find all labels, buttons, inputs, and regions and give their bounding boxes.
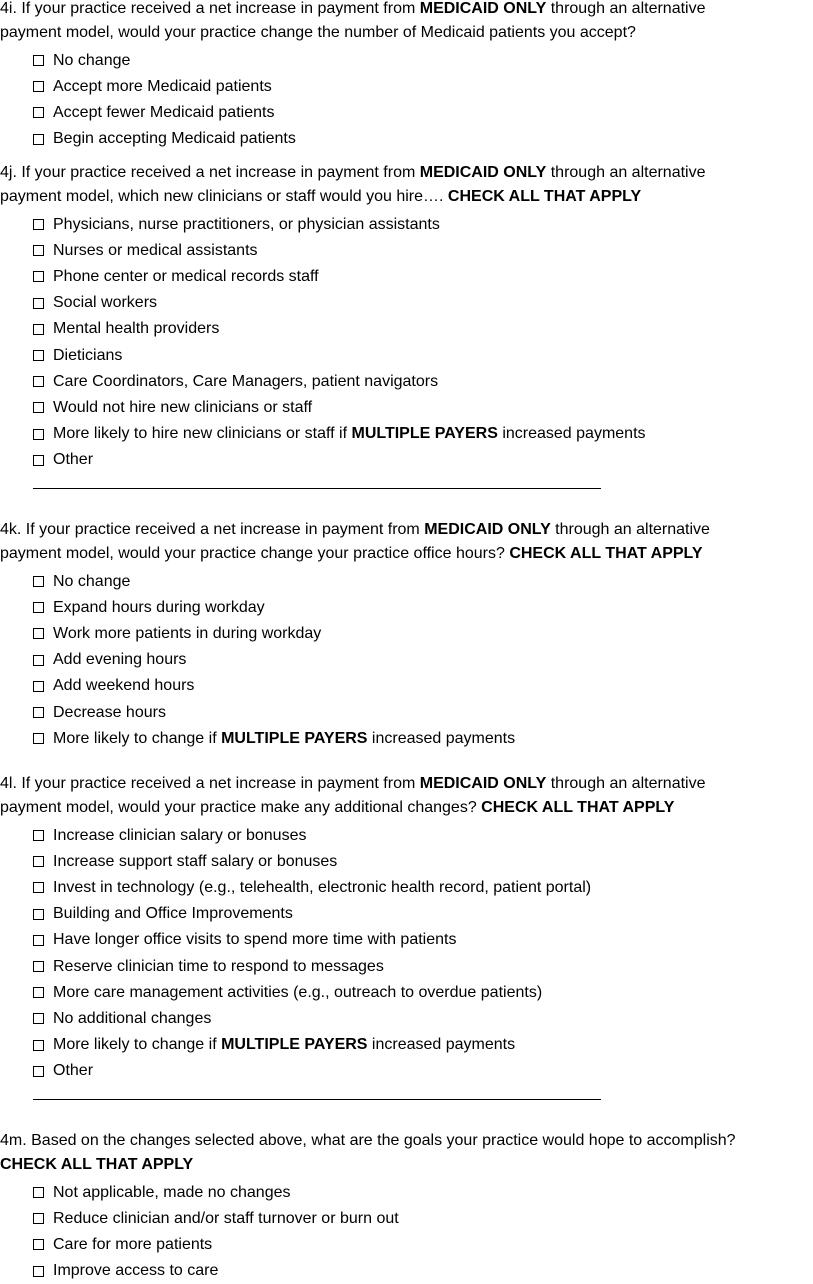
option-label bbox=[53, 827, 306, 845]
question-text-line bbox=[0, 185, 813, 209]
text-run: More likely to change if bbox=[53, 730, 221, 747]
checkbox-icon[interactable] bbox=[33, 961, 44, 972]
question-text-line bbox=[0, 1153, 813, 1177]
checkbox-option[interactable] bbox=[33, 100, 813, 126]
checkbox-icon[interactable] bbox=[33, 909, 44, 920]
text-run: Not applicable, made no changes bbox=[53, 1184, 291, 1201]
text-run: 4j. If your practice received a net increase in payment from bbox=[0, 164, 420, 181]
text-run: Mental health providers bbox=[53, 320, 219, 337]
text-run: through an alternative bbox=[551, 521, 710, 538]
checkbox-option[interactable] bbox=[33, 927, 813, 953]
checkbox-icon[interactable] bbox=[33, 602, 44, 613]
checkbox-option[interactable] bbox=[33, 953, 813, 979]
option-label bbox=[53, 78, 272, 96]
text-run: Reduce clinician and/or staff turnover or burn out bbox=[53, 1210, 399, 1227]
text-run: Have longer office visits to spend more time with patients bbox=[53, 931, 456, 948]
text-run: No additional changes bbox=[53, 1010, 211, 1027]
option-label bbox=[53, 599, 265, 617]
checkbox-option[interactable] bbox=[33, 980, 813, 1006]
checkbox-option[interactable] bbox=[33, 342, 813, 368]
checkbox-icon[interactable] bbox=[33, 245, 44, 256]
text-run: increased payments bbox=[367, 1036, 515, 1053]
checkbox-option[interactable] bbox=[33, 290, 813, 316]
checkbox-option[interactable] bbox=[33, 126, 813, 152]
text-run: Other bbox=[53, 1062, 93, 1079]
emphasis-text: CHECK ALL THAT APPLY bbox=[448, 188, 641, 205]
checkbox-icon[interactable] bbox=[33, 707, 44, 718]
checkbox-option[interactable] bbox=[33, 212, 813, 238]
option-label bbox=[53, 984, 542, 1002]
text-run: Expand hours during workday bbox=[53, 599, 265, 616]
checkbox-icon[interactable] bbox=[33, 882, 44, 893]
text-run: Invest in technology (e.g., telehealth, electronic health record, patient portal) bbox=[53, 879, 591, 896]
checkbox-icon[interactable] bbox=[33, 935, 44, 946]
checkbox-option[interactable] bbox=[33, 1180, 813, 1206]
checkbox-icon[interactable] bbox=[33, 628, 44, 639]
text-run: 4i. If your practice received a net increase in payment from bbox=[0, 0, 420, 17]
text-run: More likely to change if bbox=[53, 1036, 221, 1053]
text-run: Phone center or medical records staff bbox=[53, 268, 319, 285]
checkbox-icon[interactable] bbox=[33, 1239, 44, 1250]
option-label bbox=[53, 399, 312, 417]
checkbox-option[interactable] bbox=[33, 1006, 813, 1032]
other-write-in-line[interactable] bbox=[33, 1099, 601, 1100]
option-label bbox=[53, 52, 130, 70]
checkbox-icon[interactable] bbox=[33, 271, 44, 282]
option-label bbox=[53, 451, 93, 469]
checkbox-icon[interactable] bbox=[33, 219, 44, 230]
emphasis-text: MULTIPLE PAYERS bbox=[221, 1036, 367, 1053]
option-list bbox=[33, 48, 813, 153]
emphasis-text: MEDICAID ONLY bbox=[424, 521, 551, 538]
question-text-line bbox=[0, 0, 813, 21]
text-run: payment model, which new clinicians or staff would you hire…. bbox=[0, 188, 448, 205]
text-run: Dieticians bbox=[53, 347, 122, 364]
option-label bbox=[53, 347, 122, 365]
text-run: increased payments bbox=[367, 730, 515, 747]
option-label bbox=[53, 1062, 93, 1080]
checkbox-icon[interactable] bbox=[33, 324, 44, 335]
emphasis-text: MULTIPLE PAYERS bbox=[221, 730, 367, 747]
checkbox-icon[interactable] bbox=[33, 576, 44, 587]
checkbox-icon[interactable] bbox=[33, 1213, 44, 1224]
checkbox-icon[interactable] bbox=[33, 134, 44, 145]
text-run: No change bbox=[53, 573, 130, 590]
checkbox-option[interactable] bbox=[33, 1058, 813, 1084]
text-run: 4k. If your practice received a net increase in payment from bbox=[0, 521, 424, 538]
text-run: 4l. If your practice received a net increase in payment from bbox=[0, 775, 420, 792]
option-label bbox=[53, 1210, 399, 1228]
option-label bbox=[53, 294, 157, 312]
text-run: Care for more patients bbox=[53, 1236, 212, 1253]
checkbox-option[interactable] bbox=[33, 849, 813, 875]
text-run: Increase clinician salary or bonuses bbox=[53, 827, 306, 844]
option-label bbox=[53, 1184, 291, 1202]
text-run: Improve access to care bbox=[53, 1262, 218, 1279]
checkbox-option[interactable] bbox=[33, 316, 813, 342]
text-run: Building and Office Improvements bbox=[53, 905, 293, 922]
checkbox-option[interactable] bbox=[33, 1258, 813, 1284]
checkbox-option[interactable] bbox=[33, 369, 813, 395]
text-run: More care management activities (e.g., outreach to overdue patients) bbox=[53, 984, 542, 1001]
checkbox-option[interactable] bbox=[33, 673, 813, 699]
text-run: payment model, would your practice make any additional changes? bbox=[0, 799, 481, 816]
option-label bbox=[53, 1236, 212, 1254]
text-run: increased payments bbox=[498, 425, 646, 442]
other-write-in-line[interactable] bbox=[33, 488, 601, 489]
option-list bbox=[33, 569, 813, 752]
checkbox-option[interactable] bbox=[33, 1206, 813, 1232]
option-list bbox=[33, 1180, 813, 1284]
checkbox-icon[interactable] bbox=[33, 429, 44, 440]
checkbox-option[interactable] bbox=[33, 395, 813, 421]
option-label bbox=[53, 730, 515, 748]
option-label bbox=[53, 704, 166, 722]
checkbox-option[interactable] bbox=[33, 447, 813, 473]
checkbox-option[interactable] bbox=[33, 421, 813, 447]
emphasis-text: MULTIPLE PAYERS bbox=[351, 425, 497, 442]
question-text-line bbox=[0, 772, 813, 796]
checkbox-icon[interactable] bbox=[33, 81, 44, 92]
option-label bbox=[53, 931, 456, 949]
checkbox-option[interactable] bbox=[33, 595, 813, 621]
question-text-line bbox=[0, 21, 813, 45]
option-label bbox=[53, 677, 194, 695]
option-label bbox=[53, 853, 337, 871]
text-run: Accept more Medicaid patients bbox=[53, 78, 272, 95]
option-label bbox=[53, 130, 296, 148]
emphasis-text: MEDICAID ONLY bbox=[420, 0, 547, 17]
text-run: Would not hire new clinicians or staff bbox=[53, 399, 312, 416]
text-run: through an alternative bbox=[546, 164, 705, 181]
text-run: payment model, would your practice change the number of Medicaid patients you accept? bbox=[0, 24, 636, 41]
emphasis-text: CHECK ALL THAT APPLY bbox=[0, 1156, 193, 1173]
text-run: Accept fewer Medicaid patients bbox=[53, 104, 274, 121]
checkbox-icon[interactable] bbox=[33, 1040, 44, 1051]
checkbox-option[interactable] bbox=[33, 647, 813, 673]
emphasis-text: CHECK ALL THAT APPLY bbox=[509, 545, 702, 562]
question-4j bbox=[0, 161, 813, 489]
option-label bbox=[53, 104, 274, 122]
checkbox-icon[interactable] bbox=[33, 681, 44, 692]
checkbox-option[interactable] bbox=[33, 74, 813, 100]
option-label bbox=[53, 625, 321, 643]
text-run: Other bbox=[53, 451, 93, 468]
checkbox-icon[interactable] bbox=[33, 107, 44, 118]
option-label bbox=[53, 373, 438, 391]
question-text-line bbox=[0, 542, 813, 566]
question-4k bbox=[0, 518, 813, 752]
option-list bbox=[33, 212, 813, 474]
text-run: Nurses or medical assistants bbox=[53, 242, 258, 259]
emphasis-text: MEDICAID ONLY bbox=[420, 775, 547, 792]
option-label bbox=[53, 320, 219, 338]
checkbox-option[interactable] bbox=[33, 1032, 813, 1058]
text-run: More likely to hire new clinicians or staff if bbox=[53, 425, 351, 442]
option-label bbox=[53, 1010, 211, 1028]
checkbox-option[interactable] bbox=[33, 48, 813, 74]
question-4i bbox=[0, 0, 813, 152]
option-label bbox=[53, 879, 591, 897]
text-run: No change bbox=[53, 52, 130, 69]
checkbox-icon[interactable] bbox=[33, 402, 44, 413]
emphasis-text: CHECK ALL THAT APPLY bbox=[481, 799, 674, 816]
question-4l bbox=[0, 772, 813, 1100]
checkbox-icon[interactable] bbox=[33, 350, 44, 361]
question-text-line bbox=[0, 518, 813, 542]
question-text-line bbox=[0, 796, 813, 820]
checkbox-icon[interactable] bbox=[33, 298, 44, 309]
text-run: Reserve clinician time to respond to messages bbox=[53, 958, 384, 975]
checkbox-option[interactable] bbox=[33, 569, 813, 595]
checkbox-option[interactable] bbox=[33, 823, 813, 849]
checkbox-icon[interactable] bbox=[33, 733, 44, 744]
checkbox-option[interactable] bbox=[33, 699, 813, 725]
option-label bbox=[53, 268, 319, 286]
text-run: 4m. Based on the changes selected above, what are the goals your practice would hope to accomplish? bbox=[0, 1132, 736, 1149]
checkbox-option[interactable] bbox=[33, 621, 813, 647]
text-run: Decrease hours bbox=[53, 704, 166, 721]
checkbox-icon[interactable] bbox=[33, 376, 44, 387]
checkbox-option[interactable] bbox=[33, 875, 813, 901]
emphasis-text: MEDICAID ONLY bbox=[420, 164, 547, 181]
text-run: Add evening hours bbox=[53, 651, 186, 668]
text-run: Add weekend hours bbox=[53, 677, 194, 694]
checkbox-icon[interactable] bbox=[33, 830, 44, 841]
option-list bbox=[33, 823, 813, 1085]
checkbox-option[interactable] bbox=[33, 238, 813, 264]
option-label bbox=[53, 425, 646, 443]
checkbox-icon[interactable] bbox=[33, 55, 44, 66]
option-label bbox=[53, 216, 440, 234]
text-run: Social workers bbox=[53, 294, 157, 311]
option-label bbox=[53, 573, 130, 591]
checkbox-option[interactable] bbox=[33, 726, 813, 752]
option-label bbox=[53, 958, 384, 976]
checkbox-icon[interactable] bbox=[33, 1187, 44, 1198]
text-run: Increase support staff salary or bonuses bbox=[53, 853, 337, 870]
text-run: Work more patients in during workday bbox=[53, 625, 321, 642]
option-label bbox=[53, 1036, 515, 1054]
text-run: through an alternative bbox=[546, 0, 705, 17]
question-text-line bbox=[0, 161, 813, 185]
text-run: Care Coordinators, Care Managers, patient navigators bbox=[53, 373, 438, 390]
option-label bbox=[53, 242, 258, 260]
option-label bbox=[53, 651, 186, 669]
checkbox-option[interactable] bbox=[33, 901, 813, 927]
checkbox-icon[interactable] bbox=[33, 455, 44, 466]
checkbox-option[interactable] bbox=[33, 1232, 813, 1258]
checkbox-icon[interactable] bbox=[33, 655, 44, 666]
text-run: Physicians, nurse practitioners, or physician assistants bbox=[53, 216, 440, 233]
checkbox-option[interactable] bbox=[33, 264, 813, 290]
checkbox-icon[interactable] bbox=[33, 987, 44, 998]
checkbox-icon[interactable] bbox=[33, 856, 44, 867]
option-label bbox=[53, 905, 293, 923]
question-4m bbox=[0, 1129, 813, 1284]
checkbox-icon[interactable] bbox=[33, 1066, 44, 1077]
text-run: through an alternative bbox=[546, 775, 705, 792]
option-label bbox=[53, 1262, 218, 1280]
checkbox-icon[interactable] bbox=[33, 1013, 44, 1024]
text-run: Begin accepting Medicaid patients bbox=[53, 130, 296, 147]
checkbox-icon[interactable] bbox=[33, 1266, 44, 1277]
question-text-line bbox=[0, 1129, 813, 1153]
text-run: payment model, would your practice change your practice office hours? bbox=[0, 545, 509, 562]
